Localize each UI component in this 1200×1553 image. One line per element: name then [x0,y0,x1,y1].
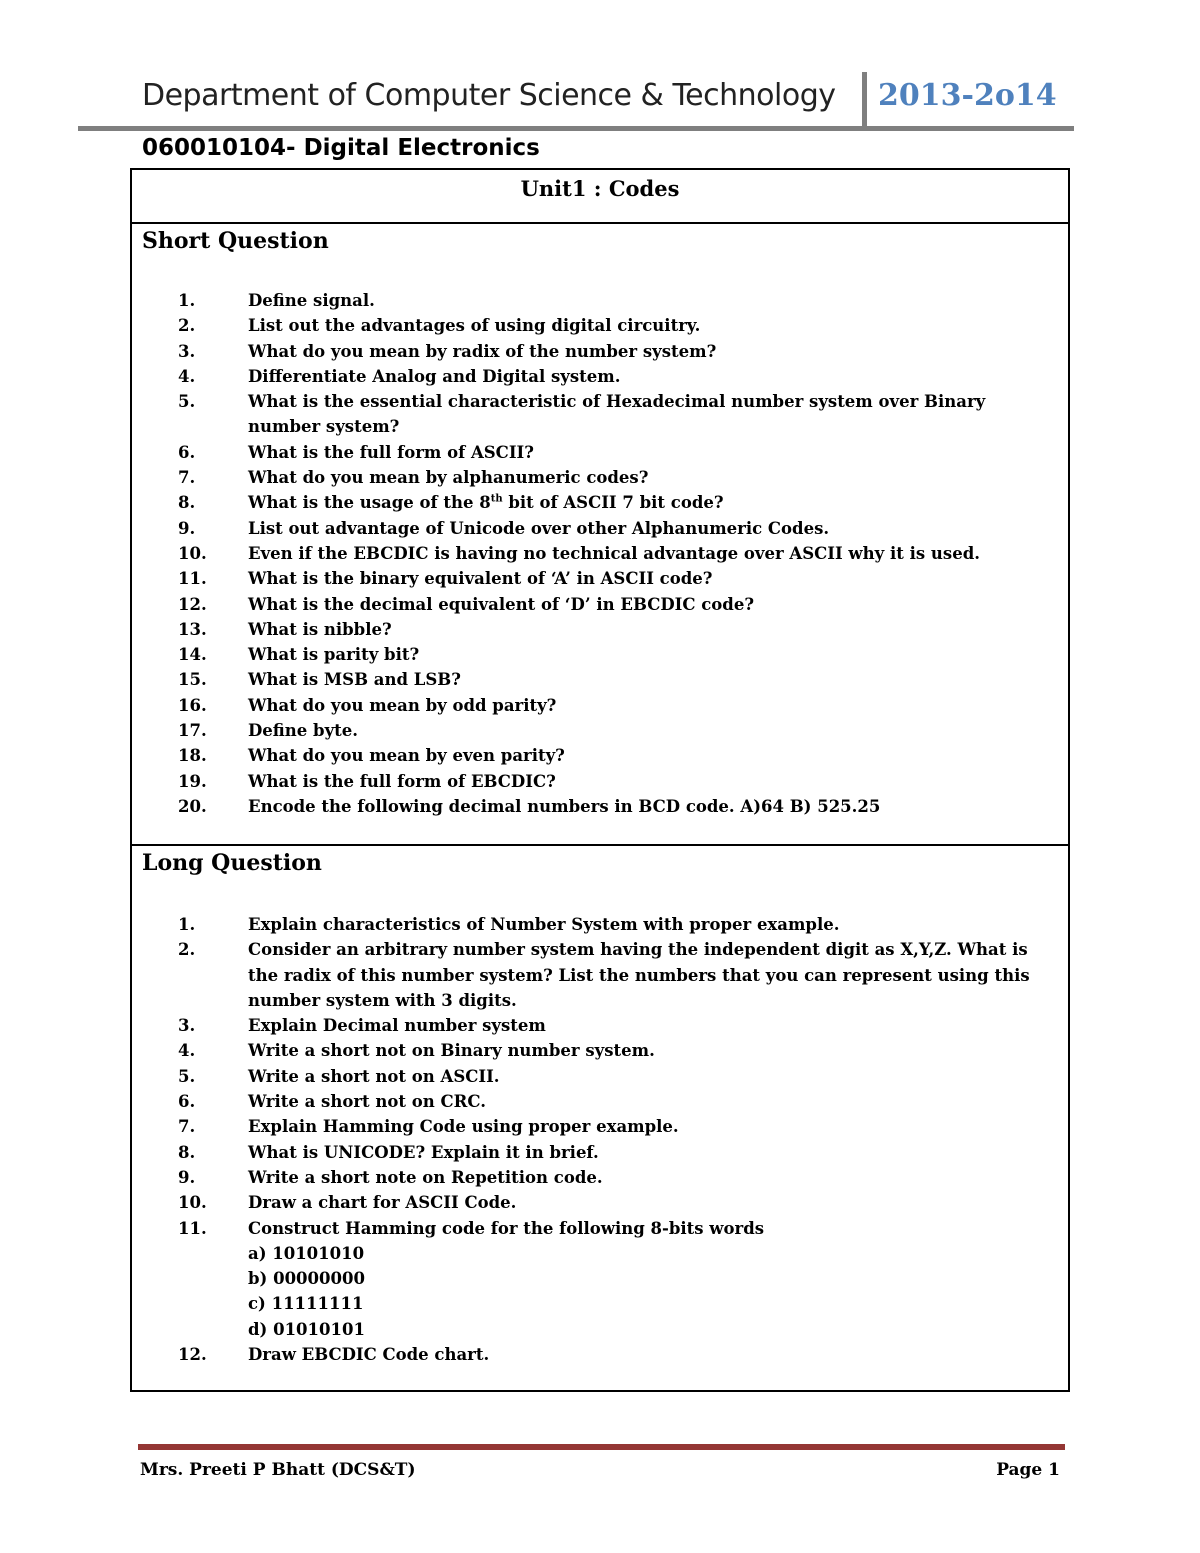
sub-item: c) 11111111 [248,1294,364,1314]
list-item: 10. Draw a chart for ASCII Code. [178,1193,517,1213]
page-number: Page 1 [996,1460,1060,1480]
list-item: 9. List out advantage of Unicode over other Alphanumeric Codes. [178,518,830,538]
list-item: 2. List out the advantages of using digital circuitry. [178,316,701,336]
list-item: 8. What is UNICODE? Explain it in brief. [178,1142,599,1162]
academic-year: 2013-2o14 [878,78,1057,113]
list-item: 9. Write a short note on Repetition code. [178,1167,603,1187]
short-question-title: Short Question [142,228,329,254]
unit-title-box [130,168,1070,224]
list-item: 11. What is the binary equivalent of ‘A’ in ASCII code? [178,569,713,589]
list-item: 17. Define byte. [178,721,359,741]
list-item: 1. Explain characteristics of Number System with proper example. [178,915,840,934]
list-item: 1. Define signal. [178,291,375,310]
list-item: 3. What do you mean by radix of the number system? [178,341,717,361]
list-item: 12. What is the decimal equivalent of ‘D’ in EBCDIC code? [178,594,754,614]
list-item: 11. Construct Hamming code for the following 8-bits words a) 10101010 b) 00000000 c) 11111111 d) 01010101 [132,1216,1068,1342]
department-title: Department of Computer Science & Technology [142,78,836,113]
list-item: 5. What is the essential characteristic of Hexadecimal number system over Binary number system? [178,392,986,437]
list-item: 19. What is the full form of EBCDIC? [178,771,556,791]
list-item: 6. What is the full form of ASCII? [178,442,534,462]
footer-rule [138,1444,1065,1450]
list-item: 13. What is nibble? [178,619,392,639]
long-question-section [130,844,1070,1392]
course-title: 060010104- Digital Electronics [142,135,540,161]
sub-item: a) 10101010 [248,1243,365,1263]
long-question-title: Long Question [142,850,322,876]
list-item: 2. Consider an arbitrary number system having the independent digit as X,Y,Z. What is the radix of this number system? List the numbers that you can represent using this number system with 3 digits. [178,940,1030,1010]
list-item: 15. What is MSB and LSB? [178,670,461,690]
list-item: 4. Differentiate Analog and Digital system. [178,366,621,386]
list-item: 3. Explain Decimal number system [178,1016,546,1036]
sub-item: b) 00000000 [248,1269,365,1289]
list-item: 10. Even if the EBCDIC is having no technical advantage over ASCII why it is used. [178,543,980,563]
list-item: 7. Explain Hamming Code using proper example. [178,1117,679,1137]
footer-author: Mrs. Preeti P Bhatt (DCS&T) [140,1460,416,1480]
list-item: 18. What do you mean by even parity? [178,746,565,766]
list-item: 4. Write a short not on Binary number system. [178,1041,655,1061]
sub-item: d) 01010101 [248,1319,365,1339]
list-item: 8. What is the usage of the 8th bit of ASCII 7 bit code? [178,493,724,513]
long-question-list [132,912,1068,1367]
list-item: 12. Draw EBCDIC Code chart. [178,1345,490,1365]
list-item: 14. What is parity bit? [178,645,420,665]
header-divider [862,72,867,130]
header-rule [78,126,1074,131]
list-item: 7. What do you mean by alphanumeric codes? [178,468,649,488]
short-question-section [130,222,1070,846]
list-item: 5. Write a short not on ASCII. [178,1066,500,1086]
short-question-list [132,288,1068,819]
list-item: 16. What do you mean by odd parity? [178,695,557,715]
unit-title: Unit1 : Codes [520,176,680,201]
list-item: 20. Encode the following decimal numbers in BCD code. A)64 B) 525.25 [178,796,881,816]
list-item: 6. Write a short not on CRC. [178,1092,486,1112]
